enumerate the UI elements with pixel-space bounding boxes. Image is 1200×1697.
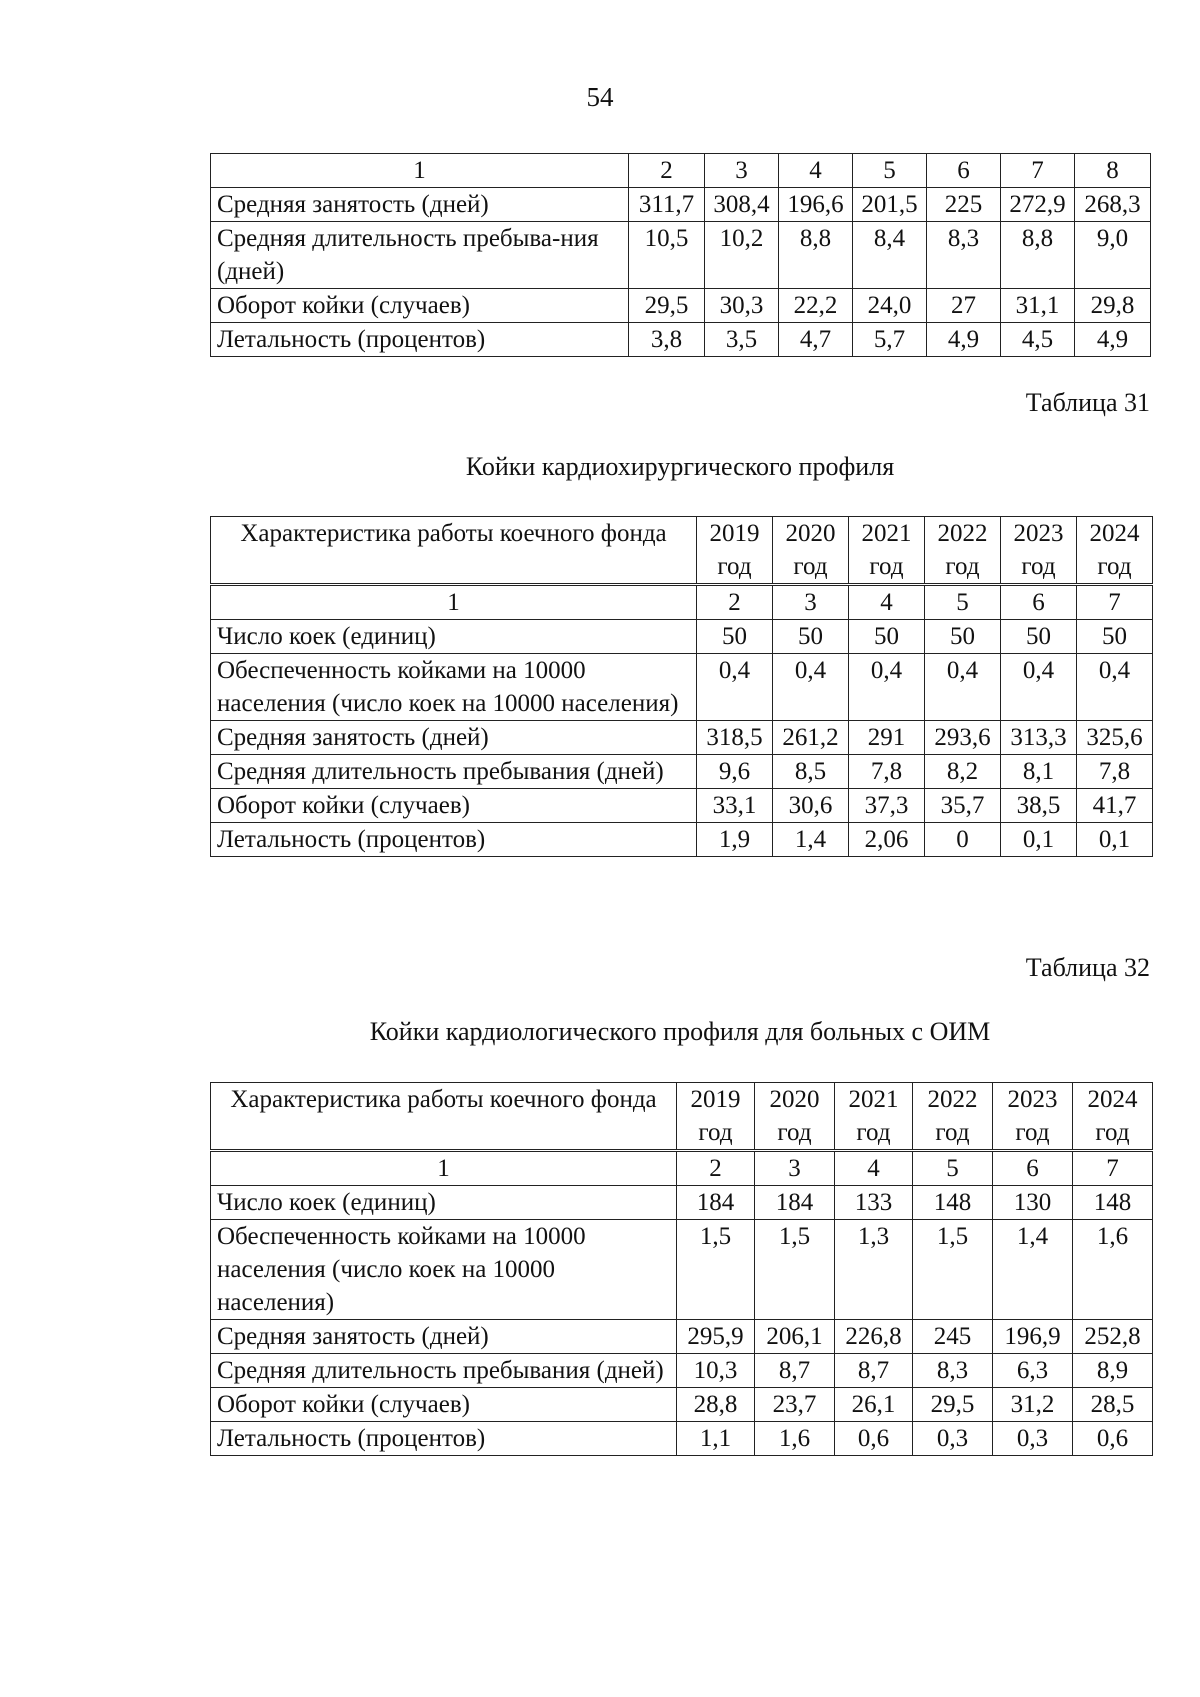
table-32 xyxy=(210,1082,1153,1456)
table-row xyxy=(211,823,1153,857)
table-row xyxy=(211,789,1153,823)
column-number: 8 xyxy=(1075,154,1151,188)
table-cell: 38,5 xyxy=(1001,789,1077,823)
table-cell: 184 xyxy=(677,1186,755,1220)
table-cell: 29,8 xyxy=(1075,289,1151,323)
table-row xyxy=(211,1320,1153,1354)
table-cell: 5,7 xyxy=(853,323,927,357)
table-cell: 148 xyxy=(913,1186,993,1220)
table-cell: 196,6 xyxy=(779,188,853,222)
column-number: 2 xyxy=(629,154,705,188)
table-cell: 268,3 xyxy=(1075,188,1151,222)
table-cell: 3,8 xyxy=(629,323,705,357)
table-cell: 9,6 xyxy=(697,755,773,789)
table-row xyxy=(211,1186,1153,1220)
year-header: 2020 год xyxy=(755,1083,835,1151)
table-cell: 225 xyxy=(927,188,1001,222)
table-cell: 50 xyxy=(697,620,773,654)
table-cell: 30,3 xyxy=(705,289,779,323)
table-cell: 148 xyxy=(1073,1186,1153,1220)
table-cell: 0,6 xyxy=(1073,1422,1153,1456)
table-cell: 201,5 xyxy=(853,188,927,222)
table-cell: 196,9 xyxy=(993,1320,1073,1354)
table-cell: 252,8 xyxy=(1073,1320,1153,1354)
table-cell: 10,5 xyxy=(629,222,705,289)
table-cell: 50 xyxy=(773,620,849,654)
table-row xyxy=(211,721,1153,755)
header-row xyxy=(211,517,1153,585)
year-header: 2020 год xyxy=(773,517,849,585)
column-number: 3 xyxy=(705,154,779,188)
row-label: Летальность (процентов) xyxy=(211,1422,677,1456)
table-cell: 8,7 xyxy=(755,1354,835,1388)
table-cell: 28,8 xyxy=(677,1388,755,1422)
table-cell: 0,4 xyxy=(925,654,1001,721)
table-cell: 35,7 xyxy=(925,789,1001,823)
table-cell: 29,5 xyxy=(629,289,705,323)
table-cell: 7,8 xyxy=(849,755,925,789)
table-32-number: Таблица 32 xyxy=(1025,953,1150,982)
column-number-row xyxy=(211,1151,1153,1186)
table-cell: 22,2 xyxy=(779,289,853,323)
table-cell: 0,4 xyxy=(1001,654,1077,721)
table-cell: 41,7 xyxy=(1077,789,1153,823)
table-cell: 308,4 xyxy=(705,188,779,222)
table-cell: 1,6 xyxy=(1073,1220,1153,1320)
year-header: 2023 год xyxy=(993,1083,1073,1151)
column-number: 7 xyxy=(1077,585,1153,620)
table-cell: 30,6 xyxy=(773,789,849,823)
table-cell: 50 xyxy=(1001,620,1077,654)
row-label: Средняя длительность пребывания (дней) xyxy=(211,1354,677,1388)
table-cell: 8,3 xyxy=(927,222,1001,289)
page-number: 54 xyxy=(586,82,614,112)
row-label: Оборот койки (случаев) xyxy=(211,1388,677,1422)
row-label: Оборот койки (случаев) xyxy=(211,289,629,323)
year-header: 2021 год xyxy=(835,1083,913,1151)
row-label: Число коек (единиц) xyxy=(211,620,697,654)
column-number: 6 xyxy=(1001,585,1077,620)
table-cell: 313,3 xyxy=(1001,721,1077,755)
table-31 xyxy=(210,516,1153,857)
table-cell: 261,2 xyxy=(773,721,849,755)
header-row xyxy=(211,1083,1153,1151)
table-cell: 4,9 xyxy=(927,323,1001,357)
table-cell: 6,3 xyxy=(993,1354,1073,1388)
column-number: 1 xyxy=(211,585,697,620)
table-cell: 28,5 xyxy=(1073,1388,1153,1422)
column-number: 1 xyxy=(211,154,629,188)
table-cell: 1,5 xyxy=(913,1220,993,1320)
table-32-title: Койки кардиологического профиля для больных с ОИМ xyxy=(369,1017,991,1046)
table-cell: 0,4 xyxy=(849,654,925,721)
column-number: 4 xyxy=(779,154,853,188)
row-label: Обеспеченность койками на 10000 населения (число коек на 10000 населения) xyxy=(211,1220,677,1320)
table-row xyxy=(211,620,1153,654)
table-cell: 8,4 xyxy=(853,222,927,289)
continued-table xyxy=(210,153,1151,357)
row-label: Средняя занятость (дней) xyxy=(211,188,629,222)
header-label: Характеристика работы коечного фонда xyxy=(211,517,697,585)
table-cell: 226,8 xyxy=(835,1320,913,1354)
table-cell: 295,9 xyxy=(677,1320,755,1354)
table-cell: 1,6 xyxy=(755,1422,835,1456)
table-cell: 311,7 xyxy=(629,188,705,222)
column-number: 1 xyxy=(211,1151,677,1186)
column-number: 4 xyxy=(849,585,925,620)
table-cell: 0,4 xyxy=(1077,654,1153,721)
table-cell: 0,6 xyxy=(835,1422,913,1456)
table-cell: 8,9 xyxy=(1073,1354,1153,1388)
table-cell: 8,2 xyxy=(925,755,1001,789)
year-header: 2019 год xyxy=(697,517,773,585)
table-row xyxy=(211,1388,1153,1422)
table-cell: 50 xyxy=(925,620,1001,654)
table-cell: 8,8 xyxy=(1001,222,1075,289)
table-cell: 184 xyxy=(755,1186,835,1220)
column-number: 5 xyxy=(853,154,927,188)
table-row xyxy=(211,222,1151,289)
column-number-row xyxy=(211,585,1153,620)
header-label: Характеристика работы коечного фонда xyxy=(211,1083,677,1151)
table-cell: 1,9 xyxy=(697,823,773,857)
year-header: 2019 год xyxy=(677,1083,755,1151)
table-cell: 1,5 xyxy=(677,1220,755,1320)
table-cell: 50 xyxy=(1077,620,1153,654)
year-header: 2023 год xyxy=(1001,517,1077,585)
table-cell: 133 xyxy=(835,1186,913,1220)
row-label: Число коек (единиц) xyxy=(211,1186,677,1220)
column-number: 2 xyxy=(677,1151,755,1186)
year-header: 2024 год xyxy=(1077,517,1153,585)
table-row xyxy=(211,1354,1153,1388)
table-cell: 31,1 xyxy=(1001,289,1075,323)
table-cell: 31,2 xyxy=(993,1388,1073,1422)
table-cell: 0,1 xyxy=(1077,823,1153,857)
table-cell: 37,3 xyxy=(849,789,925,823)
table-row xyxy=(211,1220,1153,1320)
column-number: 6 xyxy=(993,1151,1073,1186)
table-cell: 0,1 xyxy=(1001,823,1077,857)
row-label: Летальность (процентов) xyxy=(211,323,629,357)
row-label: Средняя занятость (дней) xyxy=(211,721,697,755)
year-header: 2024 год xyxy=(1073,1083,1153,1151)
table-cell: 8,5 xyxy=(773,755,849,789)
table-cell: 325,6 xyxy=(1077,721,1153,755)
column-number: 3 xyxy=(773,585,849,620)
row-label: Средняя длительность пребывания (дней) xyxy=(211,755,697,789)
column-number: 7 xyxy=(1073,1151,1153,1186)
table-cell: 3,5 xyxy=(705,323,779,357)
table-cell: 0 xyxy=(925,823,1001,857)
table-cell: 26,1 xyxy=(835,1388,913,1422)
table-31-number: Таблица 31 xyxy=(1025,388,1150,417)
table-cell: 33,1 xyxy=(697,789,773,823)
table-cell: 0,3 xyxy=(993,1422,1073,1456)
table-row xyxy=(211,1422,1153,1456)
table-cell: 8,8 xyxy=(779,222,853,289)
table-cell: 4,9 xyxy=(1075,323,1151,357)
table-cell: 0,4 xyxy=(773,654,849,721)
table-cell: 4,7 xyxy=(779,323,853,357)
table-cell: 7,8 xyxy=(1077,755,1153,789)
table-cell: 10,2 xyxy=(705,222,779,289)
column-number: 3 xyxy=(755,1151,835,1186)
row-label: Оборот койки (случаев) xyxy=(211,789,697,823)
table-cell: 293,6 xyxy=(925,721,1001,755)
column-number: 5 xyxy=(925,585,1001,620)
table-cell: 1,3 xyxy=(835,1220,913,1320)
table-cell: 291 xyxy=(849,721,925,755)
table-cell: 27 xyxy=(927,289,1001,323)
table-row xyxy=(211,654,1153,721)
table-31-title: Койки кардиохирургического профиля xyxy=(465,452,895,481)
table-row xyxy=(211,289,1151,323)
row-label: Средняя длительность пребыва-ния (дней) xyxy=(211,222,629,289)
column-number: 7 xyxy=(1001,154,1075,188)
table-cell: 1,5 xyxy=(755,1220,835,1320)
table-cell: 206,1 xyxy=(755,1320,835,1354)
row-label: Обеспеченность койками на 10000 населения (число коек на 10000 населения) xyxy=(211,654,697,721)
table-cell: 50 xyxy=(849,620,925,654)
year-header: 2022 год xyxy=(925,517,1001,585)
row-label: Летальность (процентов) xyxy=(211,823,697,857)
table-cell: 1,4 xyxy=(993,1220,1073,1320)
table-cell: 1,4 xyxy=(773,823,849,857)
table-cell: 8,1 xyxy=(1001,755,1077,789)
table-row xyxy=(211,188,1151,222)
column-number: 4 xyxy=(835,1151,913,1186)
column-number: 6 xyxy=(927,154,1001,188)
column-number: 5 xyxy=(913,1151,993,1186)
year-header: 2021 год xyxy=(849,517,925,585)
table-cell: 1,1 xyxy=(677,1422,755,1456)
table-row xyxy=(211,323,1151,357)
table-cell: 4,5 xyxy=(1001,323,1075,357)
table-cell: 29,5 xyxy=(913,1388,993,1422)
table-cell: 9,0 xyxy=(1075,222,1151,289)
table-cell: 8,7 xyxy=(835,1354,913,1388)
year-header: 2022 год xyxy=(913,1083,993,1151)
table-cell: 272,9 xyxy=(1001,188,1075,222)
table-cell: 0,4 xyxy=(697,654,773,721)
table-cell: 10,3 xyxy=(677,1354,755,1388)
row-label: Средняя занятость (дней) xyxy=(211,1320,677,1354)
table-cell: 318,5 xyxy=(697,721,773,755)
table-cell: 2,06 xyxy=(849,823,925,857)
table-cell: 8,3 xyxy=(913,1354,993,1388)
table-row xyxy=(211,755,1153,789)
table-cell: 0,3 xyxy=(913,1422,993,1456)
table-cell: 24,0 xyxy=(853,289,927,323)
column-number-row xyxy=(211,154,1151,188)
table-cell: 245 xyxy=(913,1320,993,1354)
table-cell: 23,7 xyxy=(755,1388,835,1422)
table-cell: 130 xyxy=(993,1186,1073,1220)
column-number: 2 xyxy=(697,585,773,620)
